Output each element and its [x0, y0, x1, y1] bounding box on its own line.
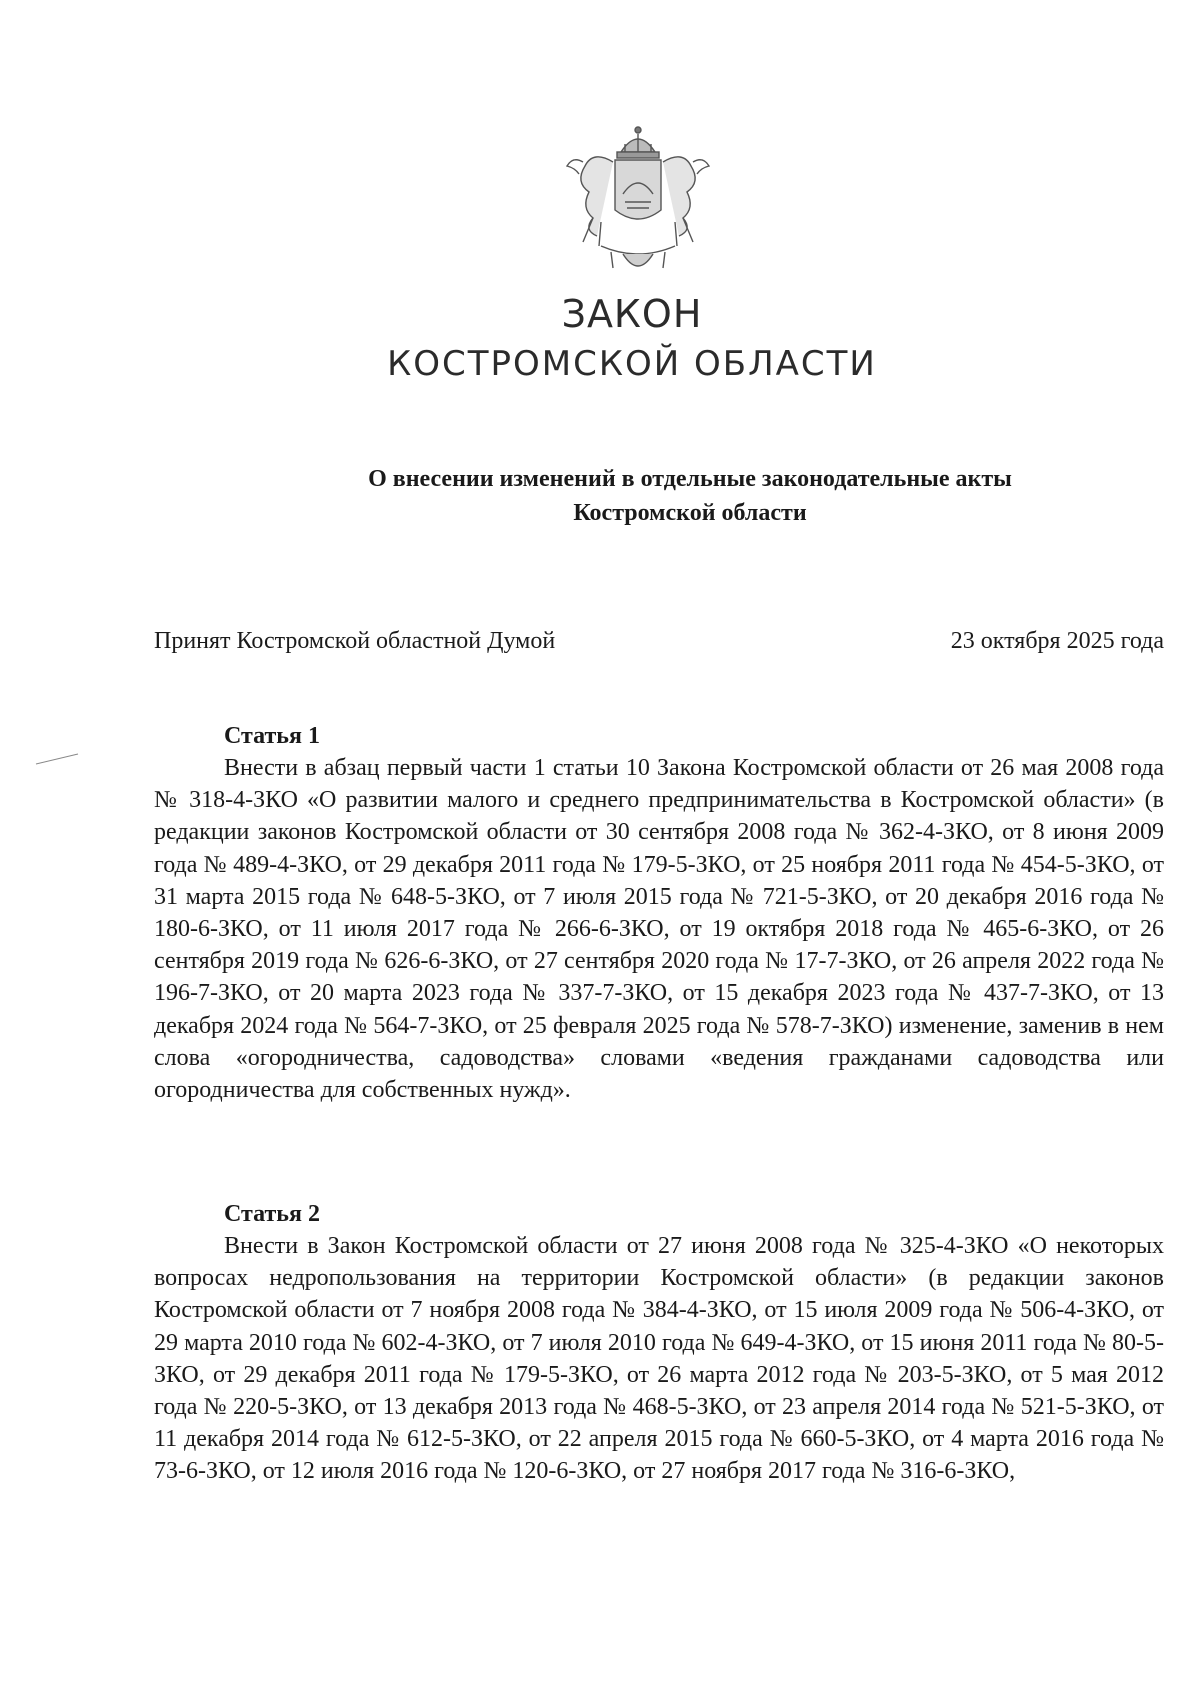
scan-mark-icon	[34, 752, 80, 766]
article-heading: Статья 2	[224, 1201, 320, 1227]
law-subject-line1: О внесении изменений в отдельные законодательные акты	[368, 466, 1012, 492]
law-label: ЗАКОН	[561, 292, 703, 336]
adopted-by: Принят Костромской областной Думой	[154, 628, 556, 654]
article-body: Внести в абзац первый части 1 статьи 10 Закона Костромской области от 26 мая 2008 года № 318-4-ЗКО «О развитии малого и среднего предпринимательства в Костромской области» (в редакции законов Костромской области от 30 сентября 2008 года № 362-4-ЗКО, от 8 июня 2009 года № 489-4-ЗКО, от 29 декабря 2011 года № 179-5-ЗКО, от 25 ноября 2011 года № 454-5-ЗКО, от 31 марта 2015 года № 648-5-ЗКО, от 7 июля 2015 года № 721-5-ЗКО, от 20 декабря 2016 года № 180-6-ЗКО, от 11 июля 2017 года № 266-6-ЗКО, от 19 октября 2018 года № 465-6-ЗКО, от 26 сентября 2019 года № 626-6-ЗКО, от 27 сентября 2020 года № 17-7-ЗКО, от 26 апреля 2022 года № 196-7-ЗКО, от 20 марта 2023 года № 337-7-ЗКО, от 15 декабря 2023 года № 437-7-ЗКО, от 13 декабря 2024 года № 564-7-ЗКО, от 25 февраля 2025 года № 578-7-ЗКО) изменение, заменив в нем слова «огородничества, садоводства» словами «ведения гражданами садоводства или огородничества для собственных нужд».	[154, 755, 1164, 1104]
region-label: КОСТРОМСКОЙ ОБЛАСТИ	[387, 344, 877, 384]
article-heading: Статья 1	[224, 723, 320, 749]
article-2	[154, 1198, 1164, 1488]
adoption-info	[154, 628, 1164, 655]
article-1	[154, 720, 1164, 1106]
article-body: Внести в Закон Костромской области от 27 июня 2008 года № 325-4-ЗКО «О некоторых вопросах недропользования на территории Костромской области» (в редакции законов Костромской области от 7 ноября 2008 года № 384-4-ЗКО, от 15 июля 2009 года № 506-4-ЗКО, от 29 марта 2010 года № 602-4-ЗКО, от 7 июля 2010 года № 649-4-ЗКО, от 15 июня 2011 года № 80-5-ЗКО, от 29 декабря 2011 года № 179-5-ЗКО, от 26 марта 2012 года № 203-5-ЗКО, от 5 мая 2012 года № 220-5-ЗКО, от 13 декабря 2013 года № 468-5-ЗКО, от 23 апреля 2014 года № 521-5-ЗКО, от 11 декабря 2014 года № 612-5-ЗКО, от 22 апреля 2015 года № 660-5-ЗКО, от 4 марта 2016 года № 73-6-ЗКО, от 12 июля 2016 года № 120-6-ЗКО, от 27 ноября 2017 года № 316-6-ЗКО,	[154, 1233, 1164, 1485]
coat-of-arms-icon	[553, 122, 723, 278]
law-subject-line2: Костромской области	[573, 500, 807, 526]
law-subject	[250, 462, 1130, 530]
adopted-date: 23 октября 2025 года	[950, 628, 1164, 654]
